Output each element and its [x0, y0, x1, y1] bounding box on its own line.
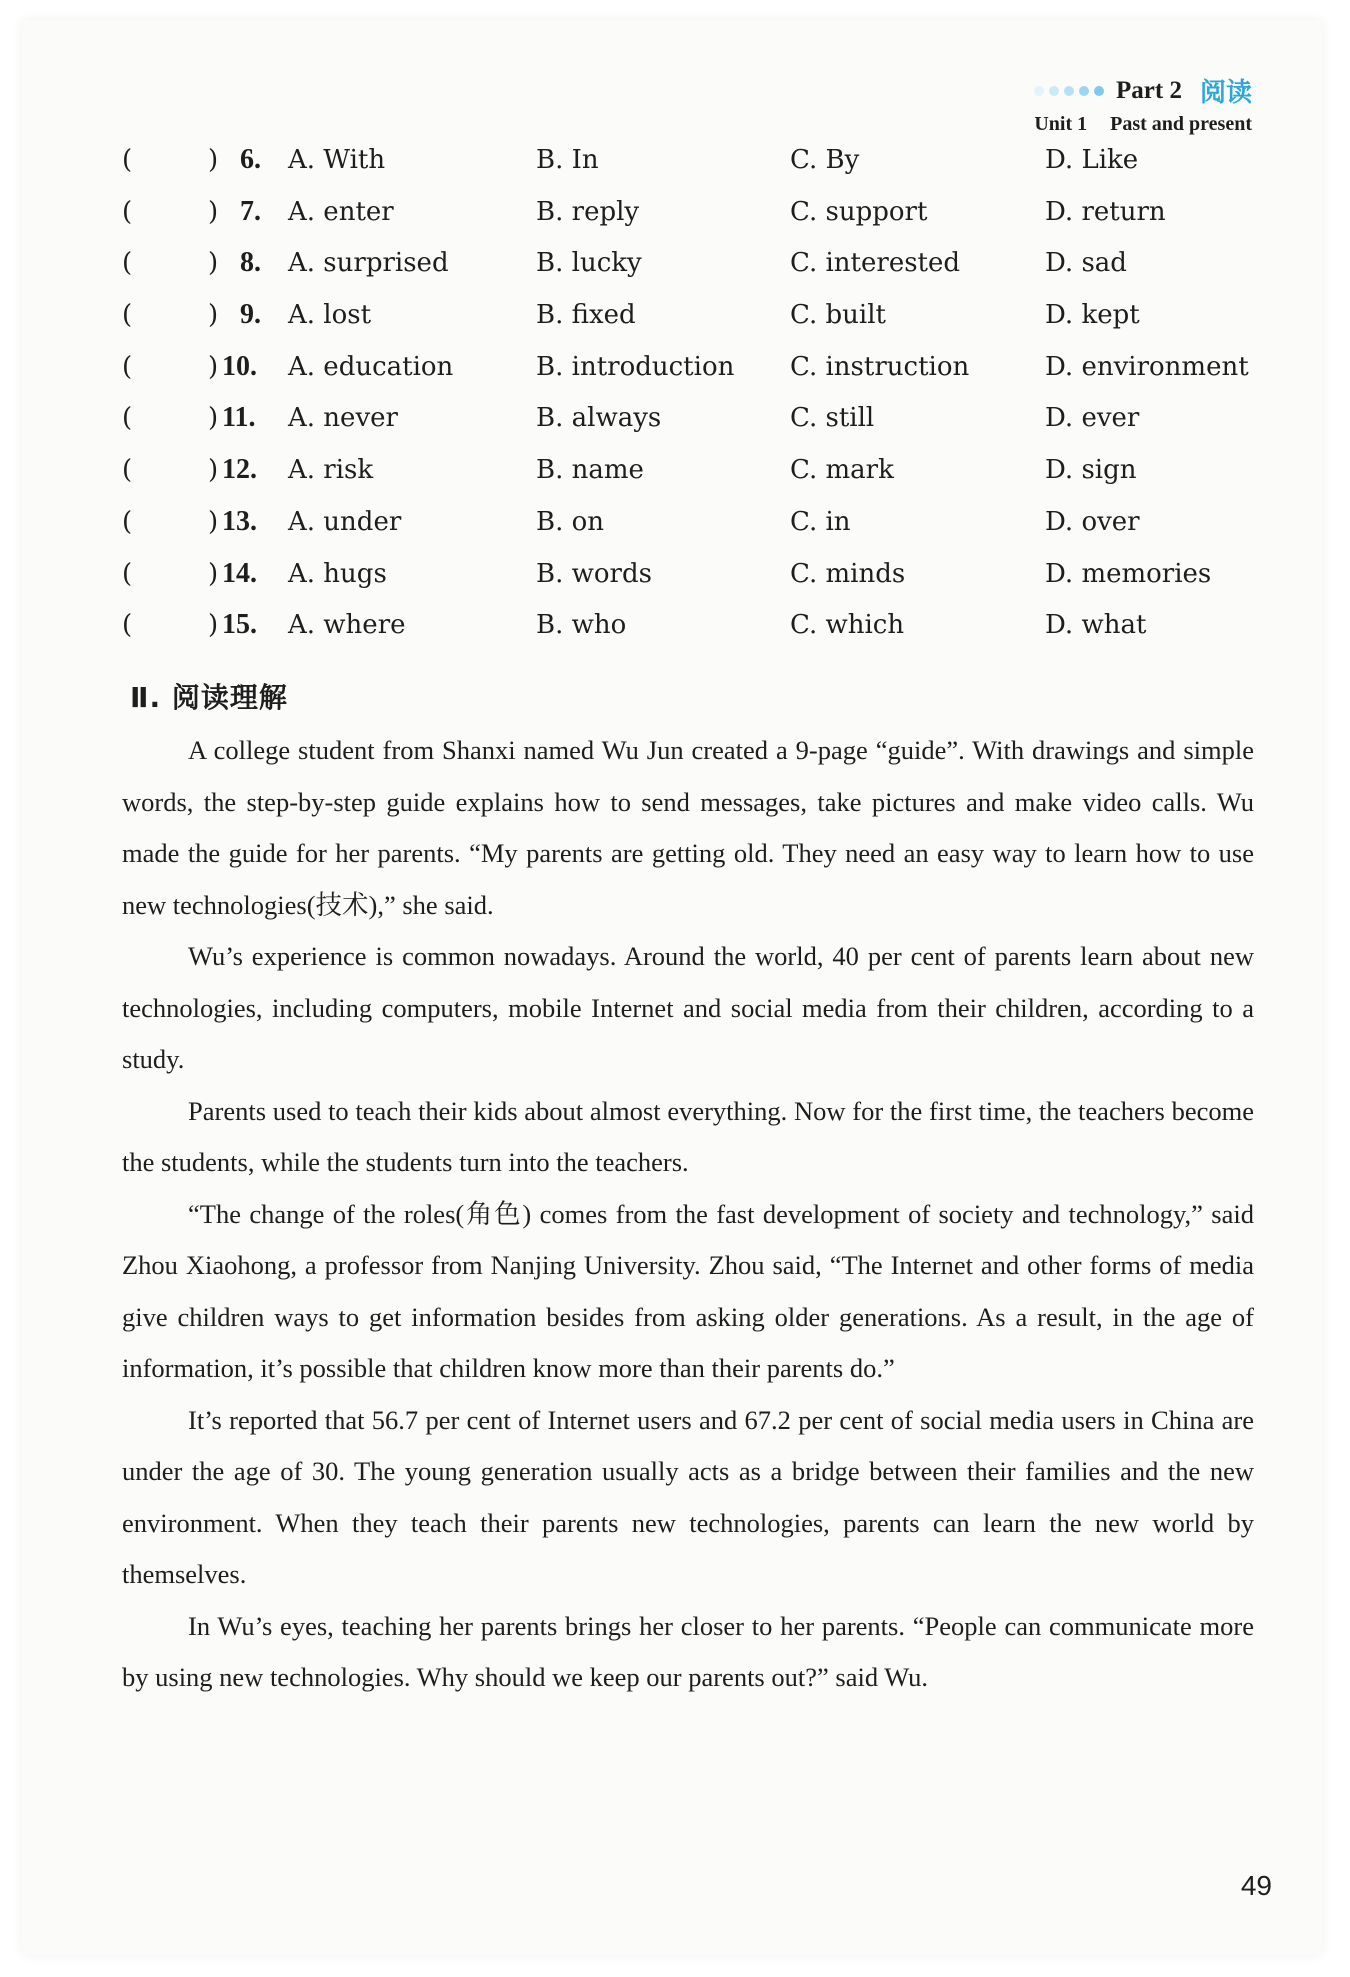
question-number: 7. — [240, 195, 261, 227]
dot-icon — [1049, 86, 1059, 96]
option-d: D. kept — [1045, 300, 1140, 331]
question-row — [122, 295, 1282, 347]
option-c: C. By — [790, 145, 860, 175]
option-a: A. under — [288, 506, 402, 537]
option-a: A. where — [288, 610, 406, 641]
option-c: C. in — [790, 506, 851, 537]
option-c: C. support — [790, 196, 928, 227]
passage-paragraph: “The change of the roles(角色) comes from the fast development of society and technology,” said Zhou Xiaohong, a professor from Nanjing University. Zhou said, “The Internet and other forms of media give children ways to get information besides from asking older generations. As a result, in the age of information, it’s possible that children know more than their parents do.” — [122, 1198, 1254, 1383]
option-a: A. lost — [288, 300, 372, 331]
answer-paren-close: ) — [208, 558, 219, 589]
question-row — [122, 450, 1282, 502]
question-number: 11. — [222, 402, 256, 434]
option-d: D. return — [1045, 196, 1166, 227]
question-number: 15. — [222, 609, 257, 641]
answer-paren-close: ) — [208, 610, 219, 641]
answer-paren-open: ( — [122, 300, 133, 331]
option-b: B. always — [536, 403, 662, 434]
option-d: D. Like — [1045, 145, 1139, 175]
option-d: D. environment — [1045, 351, 1249, 382]
question-number: 9. — [240, 299, 261, 331]
option-c: C. built — [790, 300, 886, 331]
question-number: 10. — [222, 350, 257, 382]
option-d: D. sad — [1045, 248, 1127, 279]
option-a: A. surprised — [288, 248, 449, 279]
question-row — [122, 347, 1282, 399]
passage-paragraph: Parents used to teach their kids about almost everything. Now for the first time, the teachers become the students, while the students turn into the teachers. — [122, 1095, 1254, 1177]
unit-label: Unit 1 — [1034, 113, 1088, 135]
option-c: C. still — [790, 403, 875, 434]
answer-paren-close: ) — [208, 403, 219, 434]
question-row — [122, 398, 1282, 450]
answer-paren-close: ) — [208, 455, 219, 486]
option-b: B. words — [536, 558, 652, 589]
option-b: B. In — [536, 145, 599, 175]
answer-paren-close: ) — [208, 196, 219, 227]
question-row — [122, 140, 1282, 192]
option-a: A. education — [288, 351, 454, 382]
multiple-choice-list — [122, 140, 1282, 657]
option-b: B. reply — [536, 196, 640, 227]
option-d: D. ever — [1045, 403, 1140, 434]
question-row — [122, 502, 1282, 554]
question-number: 6. — [240, 144, 261, 175]
question-number: 13. — [222, 505, 257, 537]
question-number: 14. — [222, 557, 257, 589]
option-a: A. never — [288, 403, 398, 434]
option-b: B. introduction — [536, 351, 735, 382]
page-number: 49 — [1240, 1870, 1272, 1901]
option-d: D. what — [1045, 610, 1147, 641]
unit-title: Past and present — [1110, 113, 1252, 135]
option-a: A. risk — [288, 455, 374, 486]
dot-icon — [1079, 86, 1089, 96]
passage-paragraph: It’s reported that 56.7 per cent of Internet users and 67.2 per cent of social media users in China are under the age of 30. The young generation usually acts as a bridge between their families and the new environment. When they teach their parents new technologies, parents can learn the new world by themselves. — [122, 1404, 1254, 1589]
part-label: Part 2 — [1116, 76, 1182, 104]
option-b: B. fixed — [536, 300, 636, 331]
option-b: B. name — [536, 455, 644, 486]
answer-paren-close: ) — [208, 506, 219, 537]
answer-paren-open: ( — [122, 248, 133, 279]
answer-paren-open: ( — [122, 455, 133, 486]
option-a: A. With — [288, 145, 386, 175]
passage-paragraph: Wu’s experience is common nowadays. Around the world, 40 per cent of parents learn about new technologies, including computers, mobile Internet and social media from their children, according to a study. — [122, 941, 1254, 1074]
answer-paren-open: ( — [122, 145, 133, 175]
header-part-row — [1034, 72, 1252, 109]
answer-paren-open: ( — [122, 196, 133, 227]
answer-paren-close: ) — [208, 145, 219, 175]
option-c: C. which — [790, 610, 905, 641]
question-number: 8. — [240, 247, 261, 279]
question-number: 12. — [222, 454, 257, 486]
passage-paragraph: A college student from Shanxi named Wu Jun created a 9-page “guide”. With drawings and simple words, the step-by-step guide explains how to send messages, take pictures and make video calls. Wu made the guide for her parents. “My parents are getting old. They need an easy way to learn how to use new technologies(技术),” she said. — [122, 735, 1254, 920]
answer-paren-open: ( — [122, 351, 133, 382]
option-b: B. lucky — [536, 248, 642, 279]
answer-paren-open: ( — [122, 610, 133, 641]
option-c: C. instruction — [790, 351, 970, 382]
option-c: C. minds — [790, 558, 906, 589]
question-row — [122, 605, 1282, 657]
question-row — [122, 192, 1282, 244]
page-header — [1034, 72, 1252, 136]
option-d: D. over — [1045, 506, 1140, 537]
passage-paragraph: In Wu’s eyes, teaching her parents brings her closer to her parents. “People can communicate more by using new technologies. Why should we keep our parents out?” said Wu. — [122, 1610, 1254, 1692]
dot-icon — [1034, 86, 1044, 96]
option-d: D. sign — [1045, 455, 1137, 486]
answer-paren-open: ( — [122, 506, 133, 537]
decorative-dots-icon — [1034, 86, 1104, 96]
option-a: A. hugs — [288, 558, 387, 589]
answer-paren-close: ) — [208, 351, 219, 382]
question-row — [122, 243, 1282, 295]
option-d: D. memories — [1045, 558, 1212, 589]
option-a: A. enter — [288, 196, 394, 227]
header-unit-row — [1034, 113, 1252, 136]
part-chinese-label: 阅读 — [1199, 78, 1252, 108]
dot-icon — [1094, 86, 1104, 96]
answer-paren-open: ( — [122, 558, 133, 589]
answer-paren-close: ) — [208, 248, 219, 279]
dot-icon — [1064, 86, 1074, 96]
section-title: Ⅱ. 阅读理解 — [130, 681, 288, 714]
reading-passage — [122, 725, 1254, 1704]
answer-paren-close: ) — [208, 300, 219, 331]
option-c: C. mark — [790, 455, 894, 486]
option-c: C. interested — [790, 248, 961, 279]
option-b: B. on — [536, 506, 605, 537]
answer-paren-open: ( — [122, 403, 133, 434]
question-row — [122, 554, 1282, 606]
option-b: B. who — [536, 610, 627, 641]
